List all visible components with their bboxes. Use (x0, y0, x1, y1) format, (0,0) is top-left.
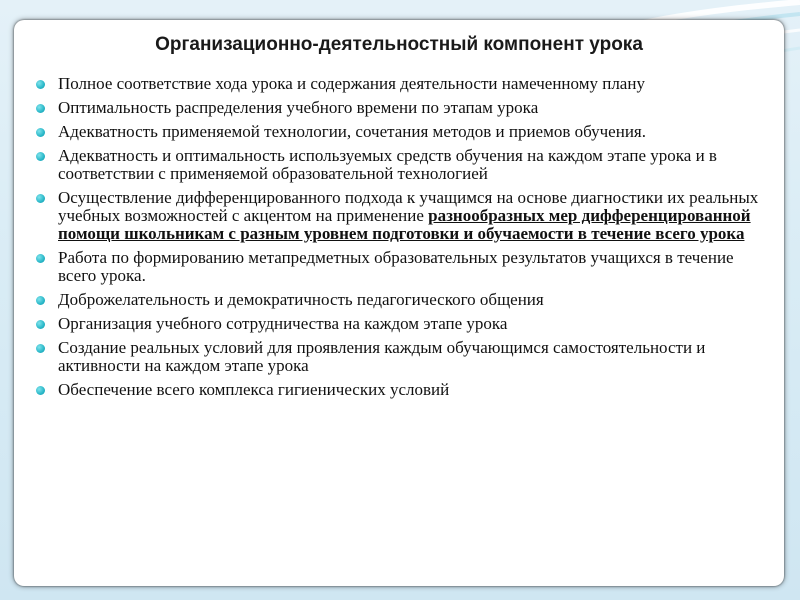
bullet-text: Адекватность применяемой технологии, сочетания методов и приемов обучения. (58, 122, 646, 141)
bullet-emphasis: разнообразных мер дифференцированной помощи школьникам с разным уровнем подготовки и обучаемости в течение всего урока (58, 206, 751, 243)
bullet-dot-icon (36, 320, 45, 329)
list-item (28, 147, 768, 183)
bullet-text: Осуществление дифференцированного подхода к учащимся на основе диагностики их реальных учебных возможностей с акцентом на применение (58, 188, 759, 225)
list-item (28, 381, 768, 399)
bullet-dot-icon (36, 386, 45, 395)
list-item (28, 291, 768, 309)
bullet-dot-icon (36, 296, 45, 305)
list-item (28, 339, 768, 375)
slide-title: Организационно-деятельностный компонент урока (155, 34, 643, 55)
list-item (28, 189, 768, 243)
bullet-text: Полное соответствие хода урока и содержания деятельности намеченному плану (58, 74, 645, 93)
bullet-text: Обеспечение всего комплекса гигиенических условий (58, 380, 450, 399)
bullet-dot-icon (36, 152, 45, 161)
bullet-dot-icon (36, 344, 45, 353)
bullet-dot-icon (36, 128, 45, 137)
bullet-text: Работа по формированию метапредметных образовательных результатов учащихся в течение всего урока. (58, 248, 734, 285)
list-item (28, 75, 768, 93)
list-item (28, 99, 768, 117)
bullet-dot-icon (36, 194, 45, 203)
bullet-text: Адекватность и оптимальность используемых средств обучения на каждом этапе урока и в соответствии с применяемой образовательной технологией (58, 146, 717, 183)
bullet-text: Создание реальных условий для проявления каждым обучающимся самостоятельности и активности на каждом этапе урока (58, 338, 706, 375)
bullet-text: Доброжелательность и демократичность педагогического общения (58, 290, 544, 309)
list-item (28, 123, 768, 141)
list-item (28, 315, 768, 333)
list-item (28, 249, 768, 285)
bullet-list (28, 75, 768, 405)
bullet-text: Оптимальность распределения учебного времени по этапам урока (58, 98, 539, 117)
content-panel (14, 20, 784, 586)
bullet-dot-icon (36, 80, 45, 89)
bullet-dot-icon (36, 104, 45, 113)
bullet-text: Организация учебного сотрудничества на каждом этапе урока (58, 314, 508, 333)
bullet-dot-icon (36, 254, 45, 263)
